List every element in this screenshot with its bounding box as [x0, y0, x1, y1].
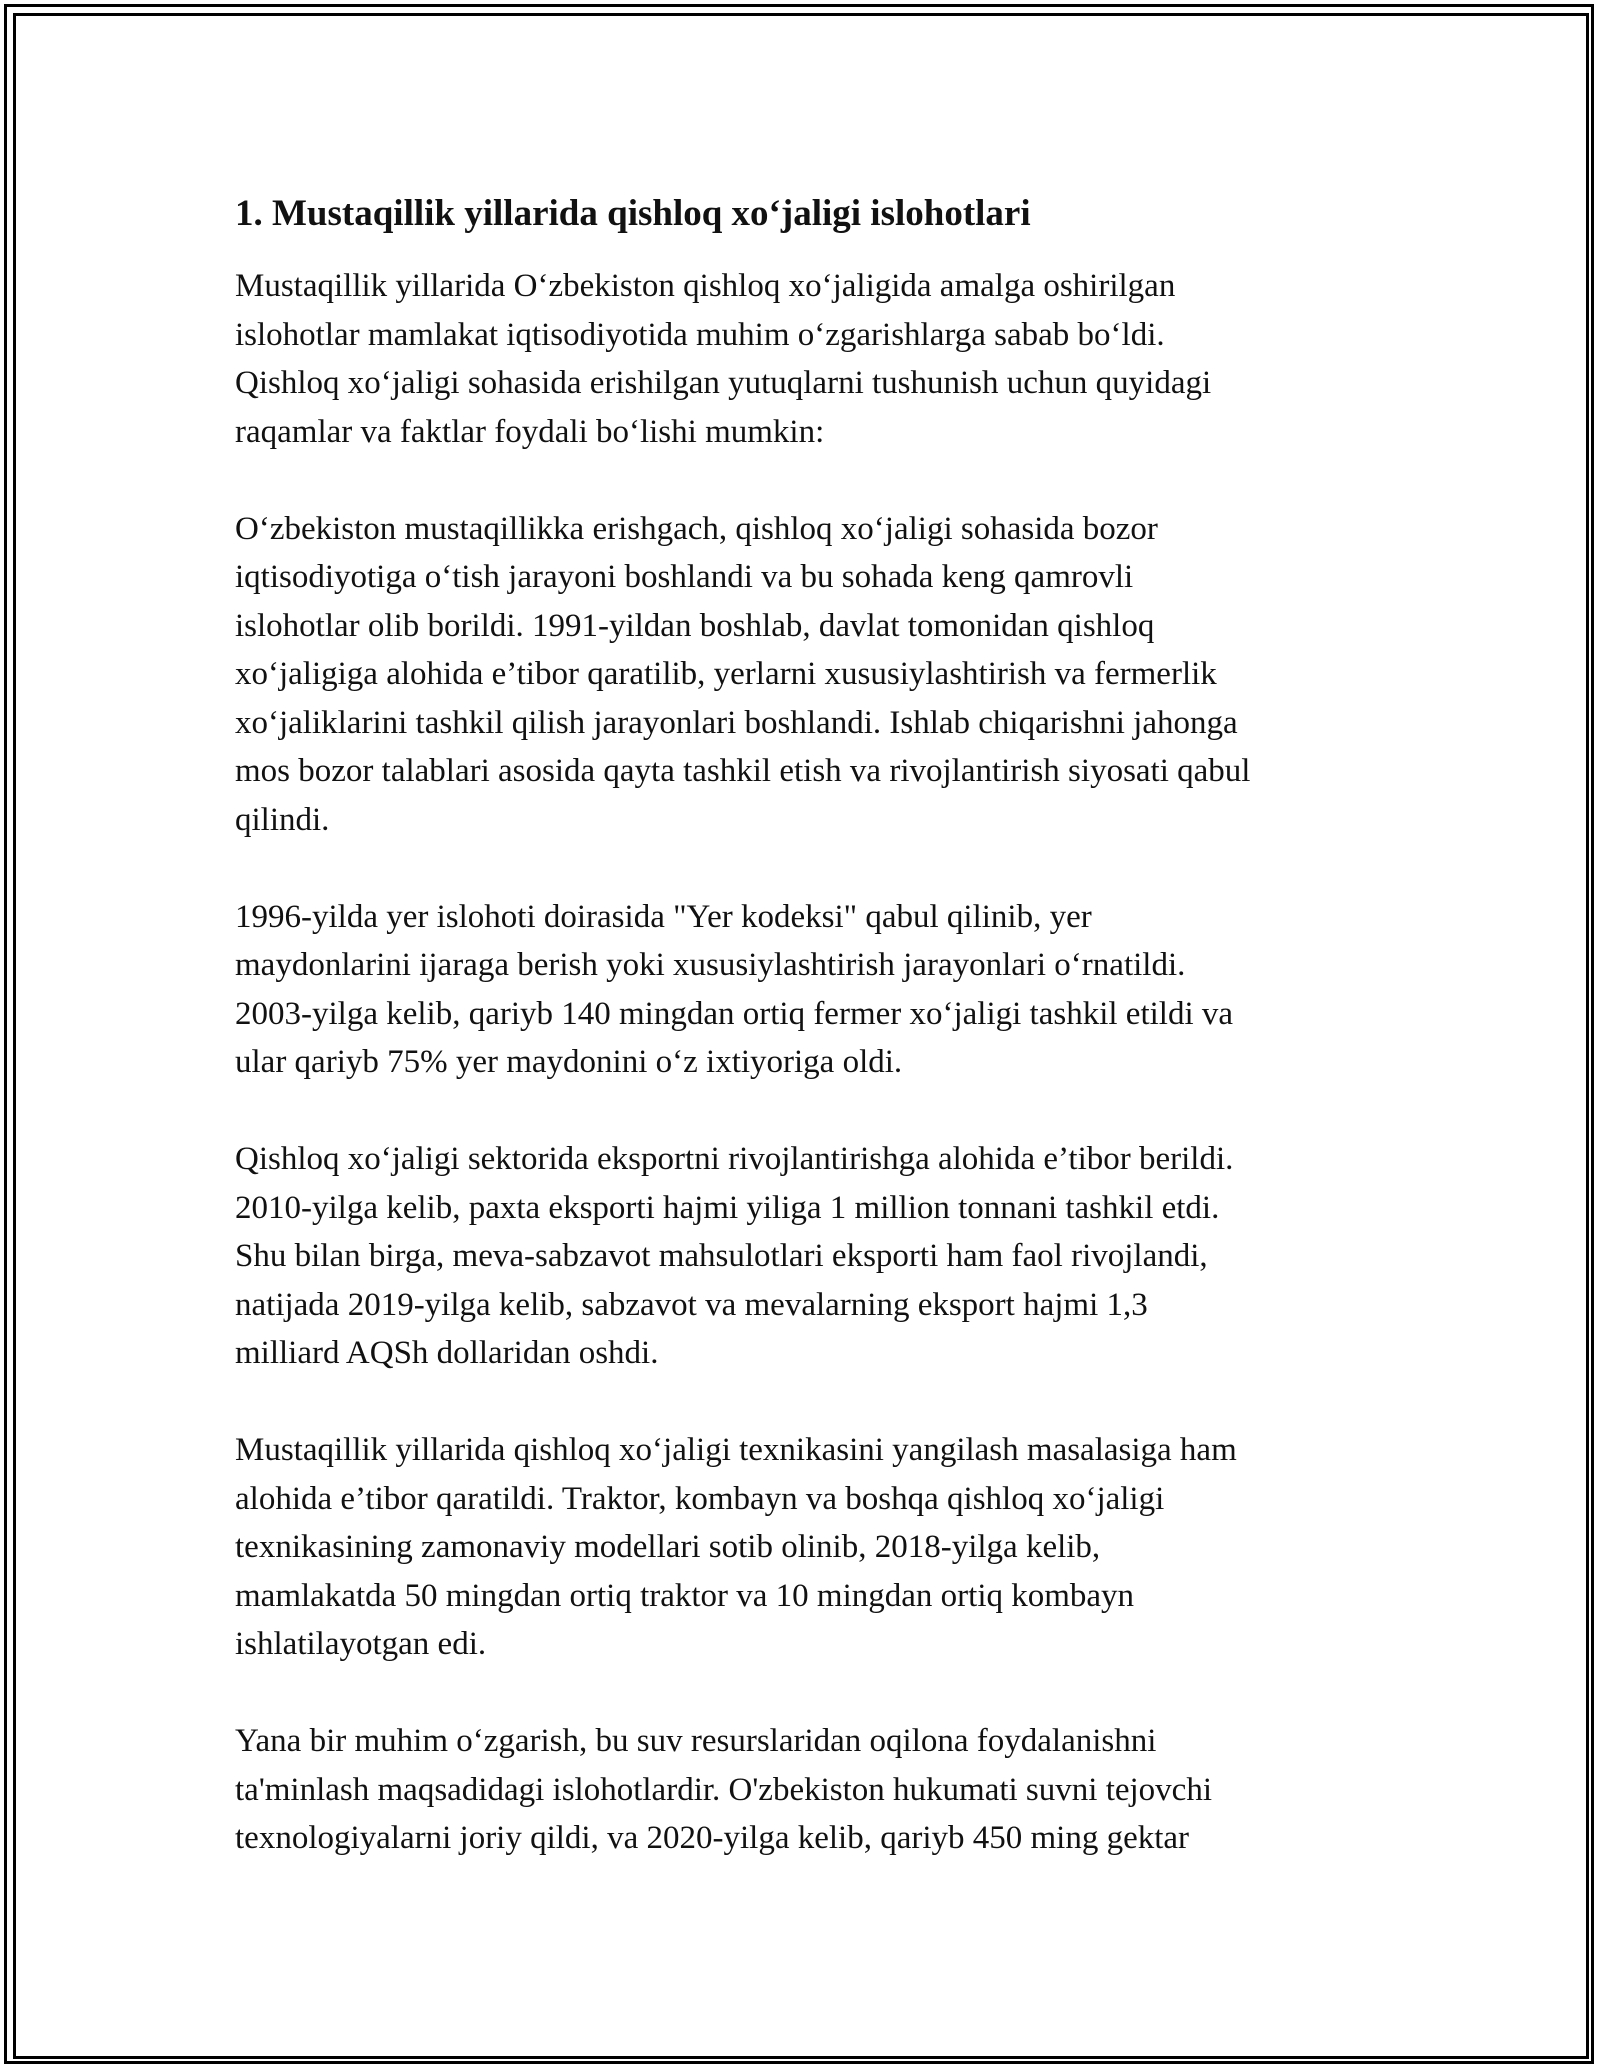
text-line: islohotlar mamlakat iqtisodiyotida muhim o‘zgarishlarga sabab bo‘ldi. [235, 316, 1165, 353]
text-line: xo‘jaliklarini tashkil qilish jarayonlari boshlandi. Ishlab chiqarishni jahonga [235, 704, 1238, 741]
text-line: 1996-yilda yer islohoti doirasida "Yer kodeksi" qabul qilinib, yer [235, 898, 1092, 935]
text-line: ishlatilayotgan edi. [235, 1626, 487, 1662]
text-line: O‘zbekiston mustaqillikka erishgach, qishloq xo‘jaligi sohasida bozor [235, 510, 1158, 547]
paragraph-intro [235, 262, 1385, 456]
text-line: maydonlarini ijaraga berish yoki xususiylashtirish jarayonlari o‘rnatildi. [235, 947, 1186, 983]
paragraph-market-transition [235, 505, 1385, 845]
text-line: qilindi. [235, 801, 330, 838]
text-line: 2003-yilga kelib, qariyb 140 mingdan ortiq fermer xo‘jaligi tashkil etildi va [235, 995, 1234, 1032]
paragraph-water-resources [235, 1717, 1385, 1863]
text-line: mamlakatda 50 mingdan ortiq traktor va 10 mingdan ortiq kombayn [235, 1577, 1135, 1614]
text-line: mos bozor talablari asosida qayta tashkil etish va rivojlantirish siyosati qabul [235, 753, 1251, 789]
text-line: ular qariyb 75% yer maydonini o‘z ixtiyoriga oldi. [235, 1044, 903, 1080]
paragraph-export [235, 1135, 1385, 1378]
text-line: natijada 2019-yilga kelib, sabzavot va mevalarning eksport hajmi 1,3 [235, 1286, 1148, 1323]
section-heading: 1. Mustaqillik yillarida qishloq xo‘jaligi islohotlari [235, 193, 1031, 234]
text-line: alohida e’tibor qaratildi. Traktor, kombayn va boshqa qishloq xo‘jaligi [235, 1480, 1165, 1517]
text-line: Mustaqillik yillarida O‘zbekiston qishloq xo‘jaligida amalga oshirilgan [235, 268, 1176, 304]
document-page [235, 188, 1385, 1911]
text-line: 2010-yilga kelib, paxta eksporti hajmi yiliga 1 million tonnani tashkil etdi. [235, 1189, 1220, 1226]
text-line: Yana bir muhim o‘zgarish, bu suv resurslaridan oqilona foydalanishni [235, 1723, 1157, 1759]
text-line: islohotlar olib borildi. 1991-yildan boshlab, davlat tomonidan qishloq [235, 607, 1155, 644]
text-line: Mustaqillik yillarida qishloq xo‘jaligi texnikasini yangilash masalasiga ham [235, 1432, 1237, 1468]
text-line: ta'minlash maqsadidagi islohotlardir. O'zbekiston hukumati suvni tejovchi [235, 1771, 1212, 1808]
text-line: milliard AQSh dollaridan oshdi. [235, 1335, 659, 1371]
text-line: Qishloq xo‘jaligi sektorida eksportni rivojlantirishga alohida e’tibor berildi. [235, 1141, 1234, 1177]
text-line: xo‘jaligiga alohida e’tibor qaratilib, yerlarni xususiylashtirish va fermerlik [235, 656, 1217, 692]
text-line: texnikasining zamonaviy modellari sotib olinib, 2018-yilga kelib, [235, 1529, 1101, 1565]
text-line: Qishloq xo‘jaligi sohasida erishilgan yutuqlarni tushunish uchun quyidagi [235, 365, 1212, 401]
text-line: raqamlar va faktlar foydali bo‘lishi mumkin: [235, 413, 825, 450]
text-line: iqtisodiyotiga o‘tish jarayoni boshlandi va bu sohada keng qamrovli [235, 559, 1134, 595]
paragraph-machinery [235, 1426, 1385, 1669]
paragraph-land-reform [235, 893, 1385, 1087]
text-line: Shu bilan birga, meva-sabzavot mahsulotlari eksporti ham faol rivojlandi, [235, 1238, 1208, 1274]
text-line: texnologiyalarni joriy qildi, va 2020-yilga kelib, qariyb 450 ming gektar [235, 1820, 1190, 1856]
